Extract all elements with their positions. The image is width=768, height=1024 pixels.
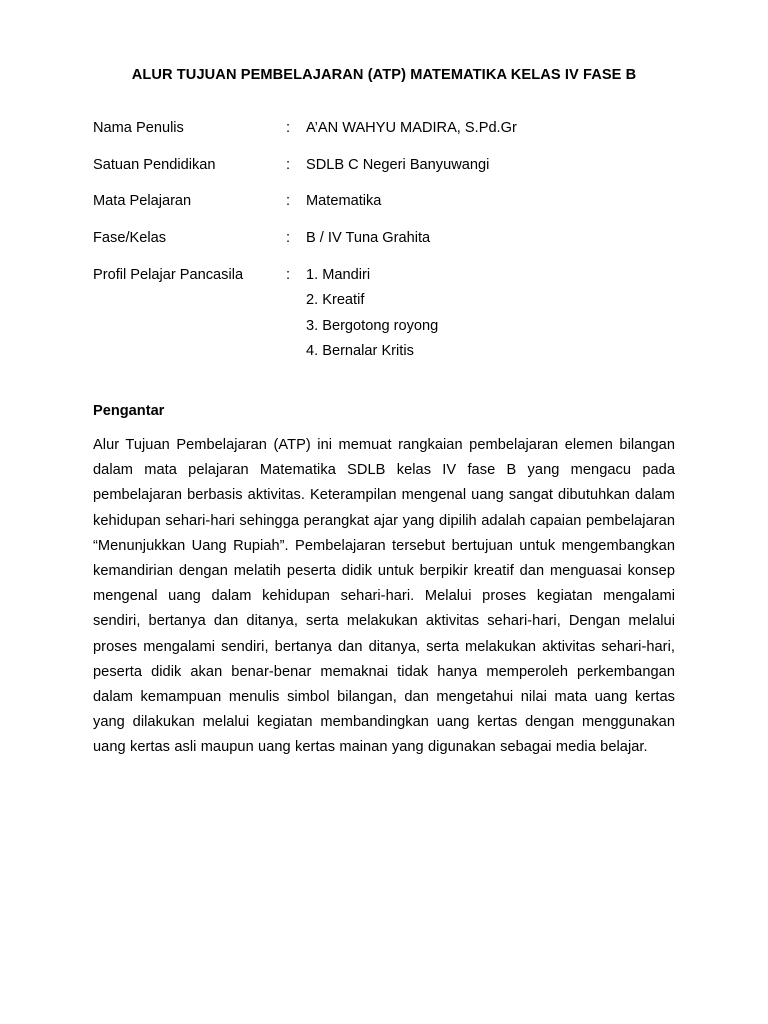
document-title: ALUR TUJUAN PEMBELAJARAN (ATP) MATEMATIKA KELAS IV FASE B (131, 67, 637, 83)
field-colon: : (286, 157, 291, 173)
field-value: SDLB C Negeri Banyuwangi (306, 157, 490, 173)
list-item: 1. Mandiri (306, 267, 371, 283)
field-label: Mata Pelajaran (93, 193, 192, 209)
field-label: Nama Penulis (93, 120, 184, 136)
field-label: Fase/Kelas (93, 230, 167, 246)
field-colon: : (286, 267, 291, 283)
section-heading: Pengantar (93, 403, 165, 419)
field-colon: : (286, 120, 291, 136)
field-value: Matematika (306, 193, 382, 209)
field-colon: : (286, 230, 291, 246)
field-label: Profil Pelajar Pancasila (93, 267, 244, 283)
profile-list (306, 266, 438, 367)
intro-paragraph: Alur Tujuan Pembelajaran (ATP) ini memuat rangkaian pembelajaran elemen bilangan dalam mata pelajaran Matematika SDLB kelas IV fase B yang mengacu pada pembelajaran berbasis aktivitas. Keterampilan mengenal uang sangat dibutuhkan dalam kehidupan sehari-hari sehingga perangkat ajar yang dipilih adalah capaian pembelajaran “Menunjukkan Uang Rupiah”. Pembelajaran tersebut bertujuan untuk mengembangkan kemandirian dengan melatih peserta didik untuk berpikir kreatif dan menguasai konsep mengenal uang dalam kehidupan sehari-hari. Melalui proses kegiatan mengalami sendiri, bertanya dan ditanya, serta melakukan aktivitas sehari-hari, Dengan melalui proses mengalami sendiri, bertanya dan ditanya, serta melakukan aktivitas sehari-hari, peserta didik akan benar-benar memaknai tidak hanya memperoleh perkembangan dalam kemampuan menulis simbol bilangan, dan mengetahui nilai mata uang kertas yang dilakukan melalui kegiatan membandingkan uang kertas dengan menggunakan uang kertas asli maupun uang kertas mainan yang digunakan sebagai media belajar. (93, 437, 675, 756)
field-label: Satuan Pendidikan (93, 157, 216, 173)
field-colon: : (286, 193, 291, 209)
field-value: A’AN WAHYU MADIRA, S.Pd.Gr (306, 120, 517, 136)
list-item: 4. Bernalar Kritis (306, 342, 414, 359)
list-item: 3. Bergotong royong (306, 317, 439, 334)
field-value: B / IV Tuna Grahita (306, 230, 431, 246)
list-item: 2. Kreatif (306, 292, 365, 309)
